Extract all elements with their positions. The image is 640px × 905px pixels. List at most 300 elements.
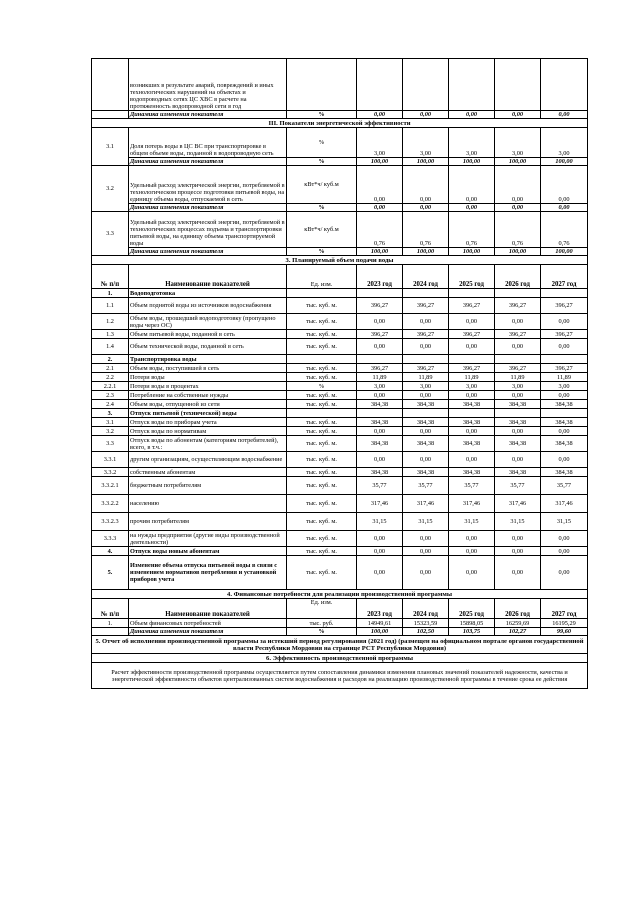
header-row (92, 265, 588, 289)
volume-row (92, 556, 588, 590)
value-cell (403, 289, 449, 298)
value-cell: 384,38 (449, 400, 495, 409)
value-cell: 0,00 (541, 204, 588, 212)
unit-cell: тыс. куб. м. (287, 314, 357, 330)
value-cell: 11,89 (357, 373, 403, 382)
value-cell: 0,00 (403, 547, 449, 556)
num-cell: 3.2 (92, 166, 129, 212)
value-cell: 3,00 (357, 382, 403, 391)
value-cell (449, 409, 495, 418)
unit-cell (287, 289, 357, 298)
unit-cell (287, 59, 357, 111)
unit-cell: тыс. куб. м. (287, 547, 357, 556)
section-title-row (92, 590, 588, 599)
value-cell: 384,38 (541, 468, 588, 477)
value-cell: 0,00 (357, 204, 403, 212)
volume-row (92, 427, 588, 436)
volume-row (92, 373, 588, 382)
num-cell: 2.2 (92, 373, 129, 382)
num-cell: 3.1 (92, 418, 129, 427)
dynamics-label: Динамика изменения показателя (129, 204, 287, 212)
volume-row (92, 513, 588, 531)
value-cell: 0,00 (357, 556, 403, 590)
value-cell: 100,00 (403, 158, 449, 166)
indicator-name: населению (129, 495, 287, 513)
indicator-name: Объем питьевой воды, поданной в сеть (129, 330, 287, 339)
value-cell: 0,00 (449, 314, 495, 330)
unit-cell: тыс. куб. м. (287, 468, 357, 477)
num-cell: 2. (92, 355, 129, 364)
section-title-row (92, 654, 588, 663)
value-cell: 100,00 (495, 158, 541, 166)
header-unit: Ед. изм. (287, 599, 357, 619)
value-cell: 384,38 (495, 436, 541, 452)
unit-cell (287, 355, 357, 364)
indicator-name: Потери воды (129, 373, 287, 382)
value-cell: 396,27 (541, 364, 588, 373)
note-row (92, 663, 588, 689)
value-cell: 35,77 (495, 477, 541, 495)
value-cell (449, 59, 495, 111)
unit-cell: тыс. куб. м. (287, 330, 357, 339)
dynamics-label: Динамика изменения показателя (129, 248, 287, 256)
unit-cell: кВт*ч/ куб.м (287, 166, 357, 204)
value-cell: 14949,61 (357, 619, 403, 628)
indicator-name: Объем воды, отпущенной из сети (129, 400, 287, 409)
value-cell: 384,38 (495, 400, 541, 409)
value-cell: 396,27 (541, 298, 588, 314)
value-cell: 35,77 (449, 477, 495, 495)
value-cell (357, 59, 403, 111)
value-cell: 0,00 (495, 204, 541, 212)
value-cell: 384,38 (495, 418, 541, 427)
volume-row (92, 382, 588, 391)
value-cell: 0,00 (449, 531, 495, 547)
indicator-name: прочим потребителям (129, 513, 287, 531)
value-cell: 102,27 (495, 628, 541, 636)
value-cell: 0,00 (357, 531, 403, 547)
num-cell: 1.2 (92, 314, 129, 330)
indicator-name: Отпуск питьевой (технической) воды (129, 409, 287, 418)
indicator-name: Объем воды, прошедший водоподготовку (пропущено воды через ОС) (129, 314, 287, 330)
production-program-table (91, 58, 588, 689)
header-unit: Ед. изм. (287, 265, 357, 289)
volume-row (92, 409, 588, 418)
value-cell: 0,00 (403, 452, 449, 468)
value-cell: 384,38 (403, 418, 449, 427)
value-cell: 31,15 (449, 513, 495, 531)
indicator-name: Удельный расход электрической энергии, потребляемой в технологических процессах подъема и транспортировки питьевой воды, на единицу объема транспортируемой воды (129, 212, 287, 248)
value-cell: 0,00 (495, 547, 541, 556)
dynamics-label: Динамика изменения показателя (129, 158, 287, 166)
indicator-name: Удельный расход электрической энергии, потребляемой в технологическом процессе подготовки питьевой воды, на единицу объема воды, отпускаемой в сеть (129, 166, 287, 204)
energy-indicator-row (92, 166, 588, 204)
value-cell: 3,00 (495, 382, 541, 391)
value-cell: 0,76 (403, 212, 449, 248)
value-cell: 0,00 (449, 111, 495, 119)
num-cell: 1. (92, 289, 129, 298)
volume-row (92, 531, 588, 547)
indicator-name: собственным абонентам (129, 468, 287, 477)
value-cell: 0,00 (449, 547, 495, 556)
value-cell: 0,00 (541, 452, 588, 468)
num-cell: 3.3.2.1 (92, 477, 129, 495)
value-cell: 100,00 (541, 248, 588, 256)
num-cell: 5. (92, 556, 129, 590)
volume-row (92, 452, 588, 468)
num-cell (92, 111, 129, 119)
header-num: № п/п (92, 599, 129, 619)
header-year: 2026 год (495, 599, 541, 619)
num-cell: 1.1 (92, 298, 129, 314)
value-cell: 0,00 (449, 427, 495, 436)
section-title: 6. Эффективность производственной программы (92, 654, 588, 663)
value-cell: 0,00 (495, 531, 541, 547)
value-cell: 0,00 (357, 111, 403, 119)
value-cell (357, 289, 403, 298)
header-row (92, 599, 588, 619)
value-cell: 0,00 (541, 314, 588, 330)
section-title-row (92, 636, 588, 654)
value-cell: 3,00 (449, 382, 495, 391)
header-name: Наименование показателей (129, 599, 287, 619)
volume-row (92, 477, 588, 495)
unit-cell: тыс. куб. м. (287, 364, 357, 373)
indicator-name: на нужды предприятия (другие виды производственной деятельности) (129, 531, 287, 547)
value-cell: 0,00 (357, 547, 403, 556)
value-cell: 0,00 (495, 314, 541, 330)
dynamics-label: Динамика изменения показателя (129, 111, 287, 119)
unit-cell: % (287, 111, 357, 119)
indicator-name: Доля потерь воды в ЦС ВС при транспортировке в общем объеме воды, поданной в водопроводную сеть (129, 128, 287, 158)
volume-row (92, 298, 588, 314)
num-cell: 3.2 (92, 427, 129, 436)
indicator-name: бюджетным потребителям (129, 477, 287, 495)
indicator-name: Объем технической воды, поданной в сеть (129, 339, 287, 355)
value-cell: 0,00 (403, 391, 449, 400)
value-cell: 396,27 (449, 298, 495, 314)
value-cell: 3,00 (357, 128, 403, 158)
value-cell: 384,38 (403, 436, 449, 452)
value-cell: 31,15 (541, 513, 588, 531)
value-cell: 0,00 (403, 166, 449, 204)
value-cell: 317,46 (449, 495, 495, 513)
value-cell: 0,00 (495, 556, 541, 590)
header-year: 2026 год (495, 265, 541, 289)
value-cell: 0,76 (449, 212, 495, 248)
value-cell: 11,89 (541, 373, 588, 382)
value-cell: 0,00 (541, 531, 588, 547)
value-cell: 0,00 (449, 391, 495, 400)
value-cell (541, 59, 588, 111)
volume-row (92, 391, 588, 400)
value-cell (357, 355, 403, 364)
value-cell: 102,50 (403, 628, 449, 636)
value-cell: 0,00 (357, 314, 403, 330)
indicator-name: Объем поднятой воды из источников водоснабжения (129, 298, 287, 314)
value-cell: 0,00 (541, 391, 588, 400)
value-cell: 103,75 (449, 628, 495, 636)
value-cell (541, 409, 588, 418)
header-year: 2024 год (403, 265, 449, 289)
value-cell: 384,38 (357, 418, 403, 427)
value-cell: 100,00 (495, 248, 541, 256)
value-cell: 0,00 (449, 204, 495, 212)
indicator-name: Потери воды в процентах (129, 382, 287, 391)
value-cell: 11,89 (403, 373, 449, 382)
indicator-name: возникших в результате аварий, повреждений и иных технологических нарушений на объектах и водопроводных сетях ЦС ХВС в расчете на протяженность водопроводной сети в год (129, 59, 287, 111)
num-cell: 3.3.2.3 (92, 513, 129, 531)
num-cell: 3.3.2 (92, 468, 129, 477)
value-cell: 396,27 (357, 364, 403, 373)
unit-cell: тыс. куб. м. (287, 495, 357, 513)
unit-cell: тыс. куб. м. (287, 391, 357, 400)
header-year: 2027 год (541, 599, 588, 619)
value-cell: 0,76 (357, 212, 403, 248)
volume-row (92, 339, 588, 355)
value-cell: 384,38 (449, 468, 495, 477)
value-cell: 317,46 (357, 495, 403, 513)
value-cell: 396,27 (357, 330, 403, 339)
num-cell: 3.3 (92, 212, 129, 256)
value-cell: 0,00 (495, 391, 541, 400)
volume-row (92, 547, 588, 556)
value-cell: 384,38 (357, 400, 403, 409)
section-title: 3. Планируемый объем подачи воды (92, 256, 588, 265)
value-cell: 0,00 (357, 427, 403, 436)
value-cell (541, 355, 588, 364)
value-cell (403, 59, 449, 111)
value-cell: 3,00 (449, 128, 495, 158)
unit-cell: тыс. куб. м. (287, 513, 357, 531)
document-page (91, 58, 587, 689)
value-cell: 384,38 (495, 468, 541, 477)
num-cell: 2.4 (92, 400, 129, 409)
value-cell: 0,76 (495, 212, 541, 248)
num-cell: 2.1 (92, 364, 129, 373)
unit-cell (287, 409, 357, 418)
value-cell: 0,00 (403, 339, 449, 355)
unit-cell: % (287, 382, 357, 391)
indicator-name: Объем воды, поступившей в сеть (129, 364, 287, 373)
section-title: 4. Финансовые потребности для реализации производственной программы (92, 590, 588, 599)
value-cell: 3,00 (403, 382, 449, 391)
unit-cell: тыс. куб. м. (287, 477, 357, 495)
value-cell: 0,00 (495, 427, 541, 436)
dynamics-row (92, 111, 588, 119)
value-cell (495, 355, 541, 364)
unit-cell: % (287, 158, 357, 166)
value-cell: 384,38 (449, 418, 495, 427)
value-cell (449, 355, 495, 364)
value-cell (495, 289, 541, 298)
value-cell: 384,38 (449, 436, 495, 452)
section-title-row (92, 256, 588, 265)
unit-cell: тыс. куб. м. (287, 373, 357, 382)
num-cell: 3.1 (92, 128, 129, 166)
value-cell: 35,77 (357, 477, 403, 495)
value-cell: 31,15 (495, 513, 541, 531)
value-cell: 0,00 (449, 166, 495, 204)
dynamics-row (92, 204, 588, 212)
value-cell: 11,89 (495, 373, 541, 382)
num-cell: 4. (92, 547, 129, 556)
value-cell: 0,00 (541, 339, 588, 355)
header-year: 2025 год (449, 599, 495, 619)
value-cell: 35,77 (403, 477, 449, 495)
num-cell: 1. (92, 619, 129, 628)
value-cell: 384,38 (403, 468, 449, 477)
value-cell: 396,27 (541, 330, 588, 339)
volume-row (92, 495, 588, 513)
value-cell: 0,00 (449, 339, 495, 355)
section-title: 5. Отчет об исполнении производственной программы за истекший период регулирования (2021 год) (размещен на официальном портале органов государственной власти Республики Мордовия на странице РСТ Республики Мордовия) (92, 636, 588, 654)
indicator-name: Отпуск воды новым абонентам (129, 547, 287, 556)
value-cell: 0,00 (403, 111, 449, 119)
header-name: Наименование показателей (129, 265, 287, 289)
value-cell: 0,00 (541, 111, 588, 119)
value-cell: 16259,69 (495, 619, 541, 628)
top-block-row (92, 59, 588, 111)
num-cell: 3.3.3 (92, 531, 129, 547)
dynamics-row (92, 248, 588, 256)
num-cell (92, 59, 129, 111)
volume-row (92, 468, 588, 477)
volume-row (92, 364, 588, 373)
value-cell (449, 289, 495, 298)
value-cell: 31,15 (357, 513, 403, 531)
value-cell: 396,27 (357, 298, 403, 314)
header-year: 2024 год (403, 599, 449, 619)
value-cell: 0,00 (541, 547, 588, 556)
indicator-name: Отпуск воды по приборам учета (129, 418, 287, 427)
value-cell: 0,00 (541, 166, 588, 204)
value-cell: 384,38 (357, 468, 403, 477)
unit-cell: % (287, 248, 357, 256)
energy-indicator-row (92, 212, 588, 248)
value-cell: 0,00 (495, 111, 541, 119)
value-cell: 384,38 (541, 418, 588, 427)
num-cell (92, 628, 129, 636)
volume-row (92, 418, 588, 427)
num-cell: 2.3 (92, 391, 129, 400)
unit-cell: тыс. куб. м. (287, 436, 357, 452)
unit-cell: тыс. руб. (287, 619, 357, 628)
header-year: 2023 год (357, 265, 403, 289)
value-cell: 396,27 (449, 330, 495, 339)
value-cell: 3,00 (495, 128, 541, 158)
dynamics-row (92, 158, 588, 166)
value-cell: 100,00 (357, 158, 403, 166)
value-cell: 3,00 (541, 382, 588, 391)
unit-cell: кВт*ч/ куб.м (287, 212, 357, 248)
dynamics-label: Динамика изменения показателя (129, 628, 287, 636)
value-cell: 396,27 (449, 364, 495, 373)
volume-row (92, 289, 588, 298)
value-cell: 35,77 (541, 477, 588, 495)
finance-row (92, 619, 588, 628)
num-cell: 3.3.2.2 (92, 495, 129, 513)
indicator-name: Транспортировка воды (129, 355, 287, 364)
value-cell: 396,27 (495, 364, 541, 373)
value-cell: 0,00 (495, 339, 541, 355)
value-cell: 396,27 (403, 298, 449, 314)
header-year: 2023 год (357, 599, 403, 619)
num-cell: 1.3 (92, 330, 129, 339)
value-cell: 317,46 (495, 495, 541, 513)
unit-cell: тыс. куб. м. (287, 556, 357, 590)
value-cell: 396,27 (403, 364, 449, 373)
value-cell (357, 409, 403, 418)
volume-row (92, 314, 588, 330)
unit-cell: тыс. куб. м. (287, 339, 357, 355)
value-cell: 3,00 (403, 128, 449, 158)
value-cell: 384,38 (403, 400, 449, 409)
value-cell: 0,00 (403, 427, 449, 436)
value-cell: 0,00 (403, 204, 449, 212)
unit-cell: тыс. куб. м. (287, 427, 357, 436)
unit-cell: тыс. куб. м. (287, 452, 357, 468)
indicator-name: Отпуск воды по абонентам (категориям потребителей), всего, в т.ч.: (129, 436, 287, 452)
volume-row (92, 436, 588, 452)
value-cell: 100,00 (357, 628, 403, 636)
value-cell: 396,27 (495, 298, 541, 314)
unit-cell: % (287, 128, 357, 158)
unit-cell: тыс. куб. м. (287, 298, 357, 314)
value-cell: 99,60 (541, 628, 588, 636)
value-cell: 396,27 (495, 330, 541, 339)
value-cell: 100,00 (357, 248, 403, 256)
value-cell: 384,38 (357, 436, 403, 452)
value-cell: 100,00 (541, 158, 588, 166)
value-cell: 317,46 (403, 495, 449, 513)
num-cell: 3.3 (92, 436, 129, 452)
unit-cell: тыс. куб. м. (287, 531, 357, 547)
indicator-name: другим организациям, осуществляющим водоснабжение (129, 452, 287, 468)
header-num: № п/п (92, 265, 129, 289)
volume-row (92, 330, 588, 339)
value-cell (403, 355, 449, 364)
unit-cell: % (287, 204, 357, 212)
value-cell (495, 59, 541, 111)
indicator-name: Потребление на собственные нужды (129, 391, 287, 400)
value-cell: 11,89 (449, 373, 495, 382)
num-cell: 1.4 (92, 339, 129, 355)
value-cell (495, 409, 541, 418)
value-cell: 384,38 (541, 436, 588, 452)
section-title-row (92, 119, 588, 128)
value-cell: 100,00 (449, 158, 495, 166)
value-cell: 0,00 (403, 531, 449, 547)
value-cell: 396,27 (403, 330, 449, 339)
value-cell: 0,76 (541, 212, 588, 248)
value-cell: 0,00 (403, 556, 449, 590)
value-cell: 0,00 (541, 427, 588, 436)
unit-cell: % (287, 628, 357, 636)
energy-indicator-row (92, 128, 588, 158)
value-cell: 100,00 (403, 248, 449, 256)
num-cell: 3. (92, 409, 129, 418)
value-cell (403, 409, 449, 418)
value-cell: 15898,05 (449, 619, 495, 628)
value-cell: 16195,29 (541, 619, 588, 628)
unit-cell: тыс. куб. м. (287, 400, 357, 409)
value-cell: 31,15 (403, 513, 449, 531)
value-cell: 317,46 (541, 495, 588, 513)
value-cell: 0,00 (541, 556, 588, 590)
volume-row (92, 400, 588, 409)
value-cell: 0,00 (449, 556, 495, 590)
